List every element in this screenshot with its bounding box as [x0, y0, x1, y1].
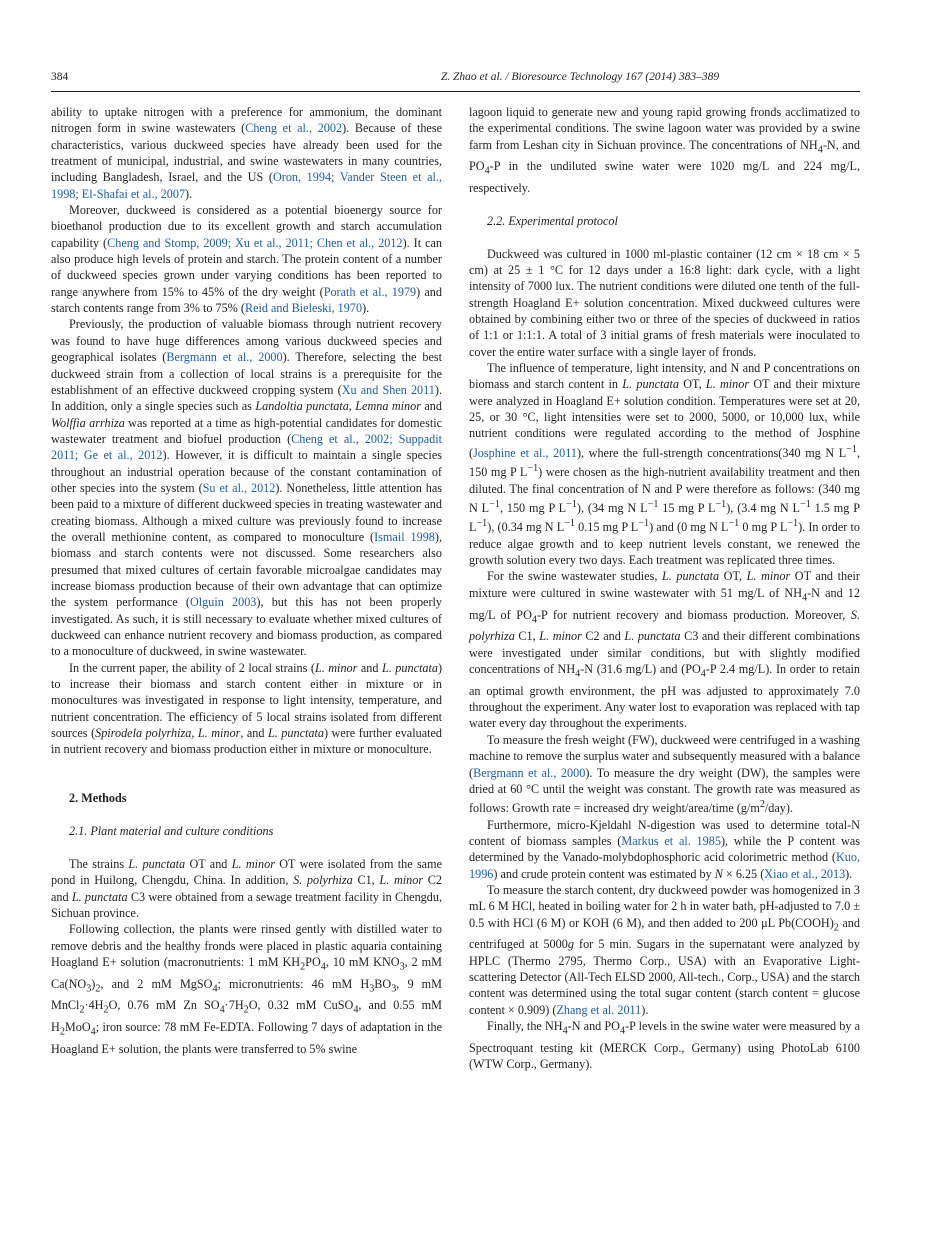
- citation-link[interactable]: Markus et al. 1985: [621, 833, 721, 848]
- paragraph: For the swine wastewater studies, L. punctata OT, L. minor OT and their mixture were cultured in swine wastewater with 51 mg/L of $NH_4-N$ and 12 mg/L of $PO_4-P$ for nutrient recovery and biomass production. Moreover, S. polyrhiza C1, L. minor C2 and L. punctata C3 and their different combinations were investigated under similar conditions, but with slightly modified concentrations of $NH_4-N$ (31.6 mg/L) and ($PO_4-P$ 2.4 mg/L). In order to retain an optimal growth environment, the pH was adjusted to approximately 7.0 throughout the experiment. Any water lost to evaporation was replaced with tap water every day throughout the experiments.: [469, 569, 860, 731]
- paragraph: ability to uptake nitrogen with a preference for ammonium, the dominant nitrogen form in swine wastewaters (Cheng et al., 2002). Because of these characteristics, various duckweed species have already been used for the treatment of municipal, industrial, and swine wastewaters in many countries, including Bangladesh, Israel, and the US (Oron, 1994; Vander Steen et al., 1998; El-Shafai et al., 2007).: [51, 105, 442, 201]
- header-rule: [51, 91, 860, 92]
- citation-link[interactable]: Josphine et al., 2011: [473, 445, 577, 460]
- citation-link[interactable]: Su et al., 2012: [202, 480, 276, 495]
- citation-link[interactable]: Bergmann et al., 2000: [166, 350, 283, 365]
- subsection-heading: 2.2. Experimental protocol: [487, 213, 618, 228]
- citation-link[interactable]: Ismail 1998: [374, 529, 435, 544]
- paragraph: lagoon liquid to generate new and young rapid growing fronds acclimatized to the experimental conditions. The swine lagoon water was provided by a swine farm from Leshan city in Sichuan province. The concentrations of $NH_4-N$, and $PO_4-P$ in the undiluted swine water were 1020 mg/L and 224 mg/L, respectively.: [469, 105, 860, 196]
- paragraph: Following collection, the plants were rinsed gently with distilled water to remove debris and the healthy fronds were placed in plastic aquaria containing Hoagland E+ solution (macronutrients: 1 mM $KH_2PO_4$, 10 mM $KNO_3$, 2 mM $Ca(NO_3)_2$, and 2 mM MgSO$_4$; micronutrients: 46 mM $H_3BO_3$, 9 mM $MnCl_2\cdot 4H_2O$, 0.76 mM Zn $SO_4\cdot 7H_2O$, 0.32 mM CuSO$_4$, and 0.55 mM $H_2MoO_4$; iron source: 78 mM Fe-EDTA. Following 7 days of adaptation in the Hoagland E+ solution, the plants were transferred to 5% swine: [51, 922, 442, 1056]
- citation-link[interactable]: Olguin 2003: [189, 595, 257, 610]
- citation-link[interactable]: Xu and Shen 2011: [341, 382, 435, 397]
- left-column: [51, 104, 442, 1057]
- citation-link[interactable]: Zhang et al. 2011: [556, 1002, 642, 1017]
- citation-link[interactable]: Cheng and Stomp, 2009; Xu et al., 2011; Chen et al., 2012: [107, 235, 403, 250]
- paragraph: The strains L. punctata OT and L. minor OT were isolated from the same pond in Huilong, Chengdu, China. In addition, S. polyrhiza C1, L. minor C2 and L. punctata C3 were obtained from a sewage treatment facility in Chengdu, Sichuan province.: [51, 856, 442, 920]
- subsection-heading: 2.1. Plant material and culture conditions: [69, 824, 274, 839]
- citation-link[interactable]: Cheng et al., 2002; Suppadit 2011; Ge et al., 2012: [51, 431, 442, 463]
- citation-link[interactable]: Oron, 1994; Vander Steen et al., 1998; El-Shafai et al., 2007: [51, 170, 442, 201]
- section-heading: 2. Methods: [69, 791, 127, 806]
- paragraph: Finally, the $NH_4-N$ and $PO_4-P$ levels in the swine water were measured by a Spectroquant testing kit (MERCK Corp., Germany) using PhotoLab 6100 (WTW Corp., Germany).: [469, 1019, 861, 1072]
- paragraph: Duckweed was cultured in 1000 ml-plastic container (12 cm × 18 cm × 5 cm) at 25 ± 1 °C for 12 days under a 16:8 light: dark cycle, with a light intensity of 7000 lux. The nutrient conditions were diluted one tenth of the full-strength Hoagland E+ solution concentration. Mixed duckweed cultures were obtained by combining either two or three of the species of duckweed in ratios of 1:1 or 1:1:1. A total of 3 initial grams of fresh materials were inoculated to cover the entire water surface with a single layer of fronds.: [469, 246, 860, 359]
- citation-link[interactable]: Reid and Bieleski, 1970: [244, 301, 363, 316]
- right-column: [469, 104, 860, 1073]
- citation-link[interactable]: Bergmann et al., 2000: [473, 765, 586, 780]
- paragraph: To measure the fresh weight (FW), duckweed were centrifuged in a washing machine to remove the surplus water and subsequently measured with a balance (Bergmann et al., 2000). To measure the dry weight (DW), the samples were dried at 60 °C until the weight was constant. The growth rate was measured as follows: Growth rate = increased dry weight/area/time $(g/m^2/day)$.: [469, 732, 861, 816]
- page-number: 384: [51, 71, 69, 83]
- paragraph: To measure the starch content, dry duckweed powder was homogenized in 3 mL 6 M HCl, heated in boiling water for 2 h in water bath, pH-adjusted to 7.0 ± 0.5 with HCl (6 M) or KOH (6 M), and then added to 200 μL $Pb(COOH)_2$ and centrifuged at 5000g for 5 min. Sugars in the supernatant were analyzed by HPLC (Thermo 2795, Thermo Corp., USA) with an Evaporative Light-scattering Detector (All-Tech ELSD 2000, All-tech., Corp., USA) and the starch content was determined using the total sugar content (starch content = glucose content × 0.909) (Zhang et al. 2011).: [469, 882, 860, 1017]
- paragraph: Previously, the production of valuable biomass through nutrient recovery was found to have huge differences among various duckweed species and geographical isolates (Bergmann et al., 2000). Therefore, selecting the best duckweed strain from a collection of local strains is a prerequisite for the establishment of an effective duckweed cropping system (Xu and Shen 2011). In addition, only a single species such as Landoltia punctata, Lemna minor and Wolffia arrhiza was reported at a time as high-potential candidates for domestic wastewater treatment and biofuel production (Cheng et al., 2002; Suppadit 2011; Ge et al., 2012). However, it is difficult to maintain a single species throughout an industrial operation because of the constant contamination of other species into the system (Su et al., 2012). Nonetheless, little attention has been paid to a mixture of different duckweed species in treating wastewater and creating biomass. Although a mixed culture was previously found to increase the overall methionine content, as compared to monoculture (Ismail 1998), biomass and starch contents were not discussed. Some researchers also presumed that mixed cultures of certain favorable microalgae candidates may increase biomass production because of their own advantage that can optimize the system performance (Olguin 2003), but this has not been properly investigated. As such, it is still necessary to evaluate whether mixed cultures of duckweed can enhance nutrient recovery and biomass production, as compared to a monoculture of duckweed, in swine wastewater.: [51, 317, 443, 659]
- citation-link[interactable]: Kuo, 1996: [469, 850, 860, 881]
- paragraph: In the current paper, the ability of 2 local strains (L. minor and L. punctata) to increase their biomass and starch content either in mixture or in monocultures was investigated in response to light intensity, temperature, and nutrient concentration. The efficiency of 5 local strains isolated from different sources (Spirodela polyrhiza, L. minor, and L. punctata) were further evaluated in nutrient recovery and biomass production either in mixture or monoculture.: [51, 660, 442, 757]
- citation-link[interactable]: Xiao et al., 2013: [764, 866, 846, 881]
- citation-link[interactable]: Porath et al., 1979: [323, 284, 417, 299]
- paragraph: The influence of temperature, light intensity, and N and P concentrations on biomass and starch content in L. punctata OT, L. minor OT and their mixture were analyzed in Hoagland E+ solution condition. Temperatures were set at 20, 25, or 30 °C, light intensities were set to 2000, 5000, or 10,000 lux, while nutrient conditions were regulated according to the method of Josphine (Josphine et al., 2011), where the full-strength concentrations(340 mg N $L^{-1}$, 150 mg P $L^{-1}$) were chosen as the high-nutrient availability treatment and then diluted. The final concentration of N and P were therefore as follows: (340 mg N $L^{-1}$, 150 mg P $L^{-1}$), (34 mg N $L^{-1}$ 15 mg P $L^{-1}$), (3.4 mg N $L^{-1}$ 1.5 mg P $L^{-1}$), (0.34 mg N $L^{-1}$ 0.15 mg P $L^{-1}$) and (0 mg N $L^{-1}$ 0 mg P $L^{-1}$). In order to reduce algae growth and to keep nutrient levels constant, we renewed the growth solution every two days. Each treatment was replicated three times.: [469, 361, 860, 568]
- running-header-citation: Z. Zhao et al. / Bioresource Technology 167 (2014) 383–389: [440, 71, 720, 83]
- paragraph: Furthermore, micro-Kjeldahl N-digestion was used to determine total-N content of biomass samples (Markus et al. 1985), while the P content was determined by the Vanado-molybdophosphoric acid colorimetric method (Kuo, 1996) and crude protein content was estimated by N × 6.25 (Xiao et al., 2013).: [469, 817, 861, 881]
- paragraph: Moreover, duckweed is considered as a potential bioenergy source for bioethanol production due to its excellent growth and starch accumulation capability (Cheng and Stomp, 2009; Xu et al., 2011; Chen et al., 2012). It can also produce high levels of protein and starch. The protein content of a number of duckweed species grown under varying conditions has been reported to range anywhere from 15% to 45% of the dry weight (Porath et al., 1979) and starch contents range from 3% to 75% (Reid and Bieleski, 1970).: [51, 203, 442, 316]
- citation-link[interactable]: Cheng et al., 2002: [245, 121, 343, 136]
